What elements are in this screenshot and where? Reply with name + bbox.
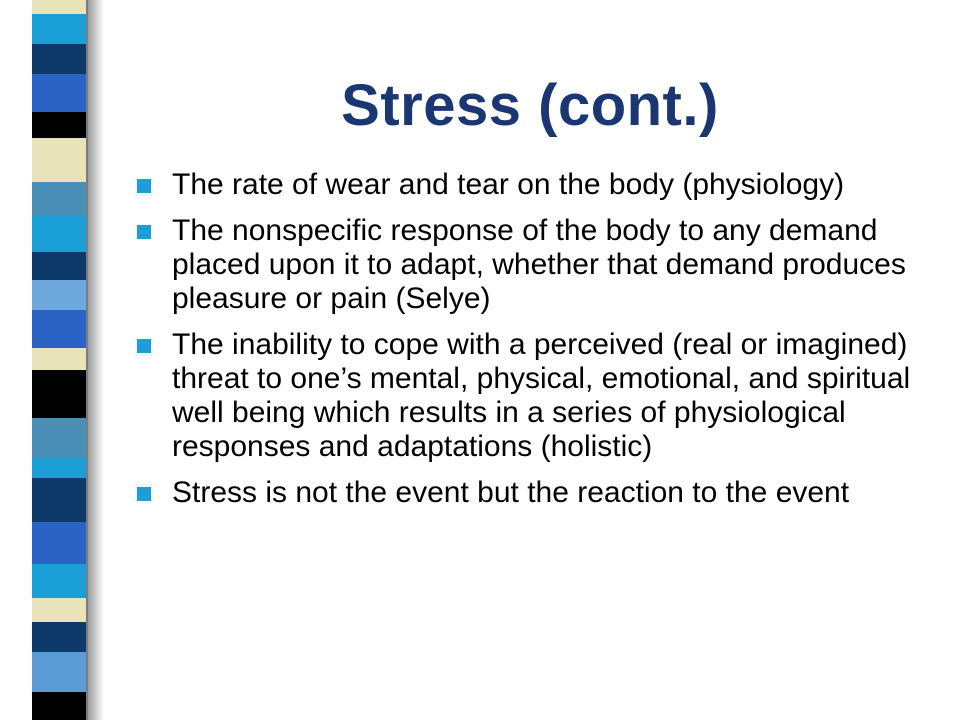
- square-bullet-icon: [137, 225, 151, 239]
- stripe-block: [32, 138, 88, 182]
- decorative-stripe: [32, 0, 88, 720]
- bullet-text: The nonspecific response of the body to any demand placed upon it to adapt, whether that demand produces pleasure or pain (Selye): [172, 214, 906, 315]
- square-bullet-icon: [137, 487, 151, 501]
- stripe-block: [32, 478, 88, 522]
- stripe-shadow: [88, 0, 104, 720]
- stripe-block: [32, 348, 88, 370]
- stripe-block: [32, 0, 88, 14]
- square-bullet-icon: [137, 339, 151, 353]
- stripe-block: [32, 280, 88, 310]
- bullet-item: [134, 328, 934, 464]
- bullet-text: The inability to cope with a perceived (real or imagined) threat to one’s mental, physical, emotional, and spiritual well being which results in a series of physiological responses and adaptations (holistic): [172, 328, 911, 463]
- slide-title: Stress (cont.): [341, 73, 719, 138]
- stripe-block: [32, 458, 88, 478]
- bullet-list: [134, 168, 934, 522]
- bullet-text: Stress is not the event but the reaction to the event: [172, 476, 850, 509]
- stripe-block: [32, 598, 88, 622]
- stripe-block: [32, 44, 88, 74]
- bullet-item: [134, 168, 934, 202]
- stripe-block: [32, 652, 88, 692]
- stripe-block: [32, 522, 88, 564]
- stripe-block: [32, 112, 88, 138]
- stripe-block: [32, 182, 88, 216]
- stripe-block: [32, 310, 88, 348]
- stripe-block: [32, 418, 88, 458]
- stripe-block: [32, 564, 88, 598]
- stripe-block: [32, 370, 88, 418]
- stripe-block: [32, 14, 88, 44]
- stripe-block: [32, 622, 88, 652]
- stripe-block: [32, 74, 88, 112]
- stripe-block: [32, 216, 88, 252]
- bullet-text: The rate of wear and tear on the body (physiology): [172, 168, 845, 201]
- bullet-item: [134, 476, 934, 510]
- square-bullet-icon: [137, 179, 151, 193]
- stripe-block: [32, 252, 88, 280]
- stripe-block: [32, 692, 88, 720]
- bullet-item: [134, 214, 934, 316]
